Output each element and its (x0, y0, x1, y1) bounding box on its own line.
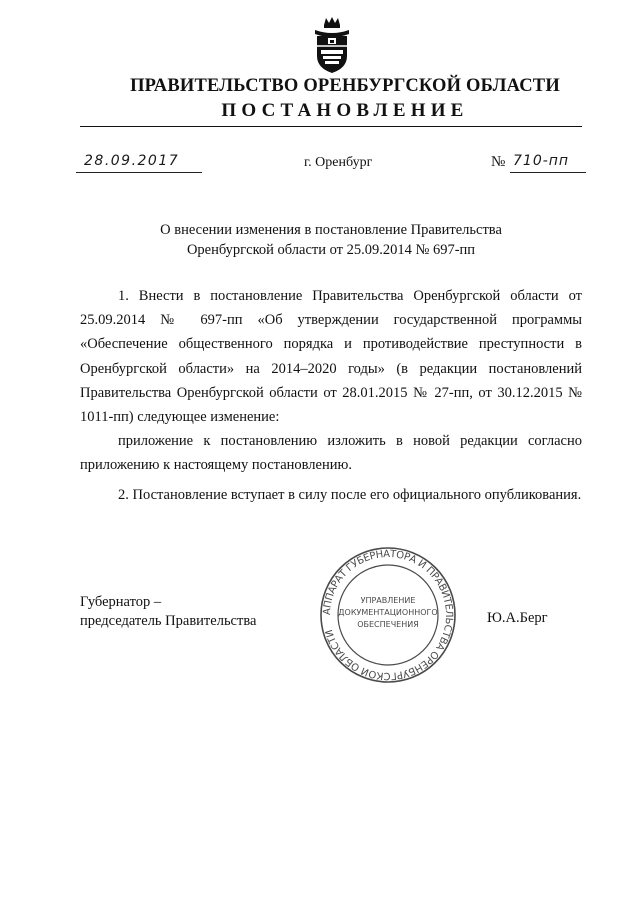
number-sign: № (491, 154, 506, 170)
signer-title (80, 593, 256, 631)
date-field (76, 154, 202, 173)
number-field (510, 154, 586, 173)
paragraph-2: приложение к постановлению изложить в новой редакции согласно приложению к настоящему постановлению. (80, 433, 582, 474)
signer-title-line-2: председатель Правительства (80, 613, 257, 629)
subject-line-1: О внесении изменения в постановление Правительства (160, 222, 502, 238)
paragraph-1: 1. Внести в постановление Правительства Оренбургской области от 25.09.2014 № 697-пп «Об утверждении государственной программы «Обеспечение общественного порядка и противодействие преступности в Оренбургской области» на 2014–2020 годы» (в редакции постановлений Правительства Оренбургской области от 28.01.2015 № 27-пп, от 30.12.2015 № 1011-пп) следующее изменение: (80, 288, 582, 426)
subject-line-2: Оренбургской области от 25.09.2014 № 697-пп (186, 242, 476, 258)
document-type-title: ПОСТАНОВЛЕНИЕ (221, 100, 469, 121)
government-title: ПРАВИТЕЛЬСТВО ОРЕНБУРГСКОЙ ОБЛАСТИ (130, 76, 560, 96)
signer-name: Ю.А.Берг (487, 610, 548, 626)
stamp-center-line-3: ОБЕСПЕЧЕНИЯ (357, 620, 419, 629)
document-number: 710-пп (513, 153, 570, 169)
stamp-center-line-1: УПРАВЛЕНИЕ (360, 596, 416, 605)
paragraph-3: 2. Постановление вступает в силу после его официального опубликования. (118, 486, 582, 503)
official-stamp (318, 545, 458, 685)
stamp-ring-text: АППАРАТ ГУБЕРНАТОРА И ПРАВИТЕЛЬСТВА ОРЕНБУРГСКОЙ ОБЛАСТИ (321, 548, 455, 682)
document-subject (80, 220, 582, 260)
city-label: г. Оренбург (304, 155, 373, 170)
header-divider (80, 126, 582, 127)
document-date: 28.09.2017 (84, 153, 180, 169)
document-body (80, 284, 582, 507)
signer-title-line-1: Губернатор – (80, 594, 162, 610)
stamp-center-line-2: ДОКУМЕНТАЦИОННОГО (338, 608, 438, 617)
coat-of-arms-icon (309, 16, 355, 74)
